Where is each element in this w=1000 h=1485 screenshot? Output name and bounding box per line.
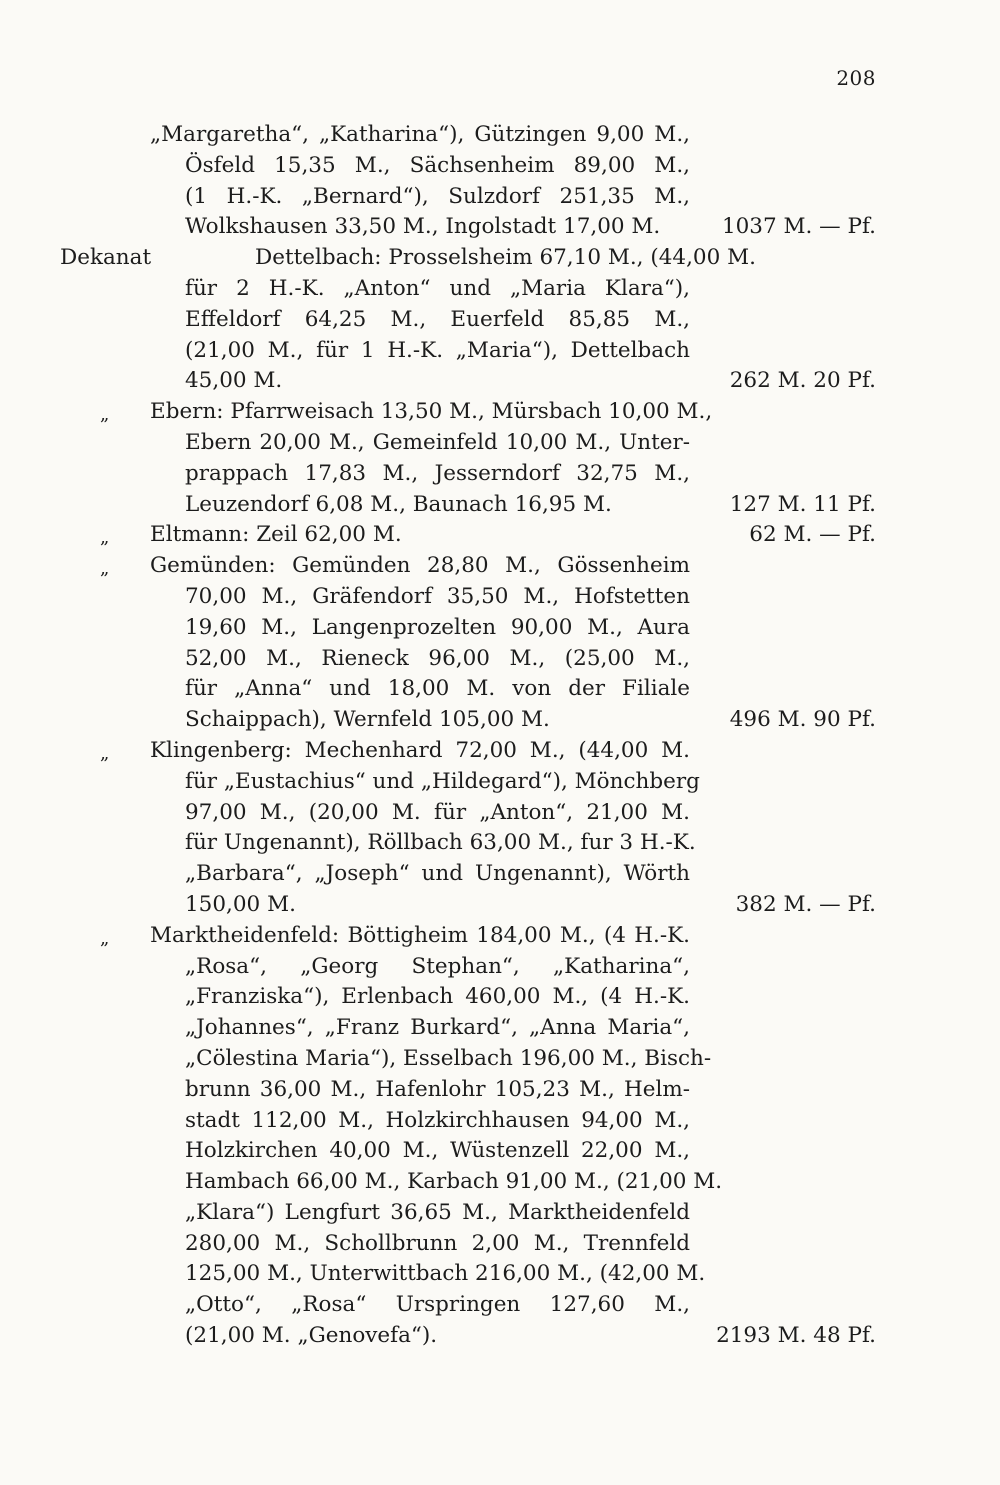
entry-text: für Ungenannt), Röllbach 63,00 M., fur 3 H.-K. — [185, 830, 696, 856]
entry-line — [0, 582, 1000, 613]
entry-text: Ebern: Pfarrweisach 13,50 M., Mürsbach 10,00 M., — [150, 399, 713, 425]
entry-line — [0, 1136, 1000, 1167]
ditto-mark: „ — [100, 404, 110, 426]
entry-text: „Klara“) Lengfurt 36,65 M., Marktheidenfeld — [185, 1199, 690, 1225]
entry-text: 97,00 M., (20,00 M. für „Anton“, 21,00 M. — [185, 799, 690, 825]
entry-text: Schaippach), Wernfeld 105,00 M. — [185, 707, 550, 733]
entry-line — [0, 859, 1000, 890]
entry-text: 125,00 M., Unterwittbach 216,00 M., (42,00 M. — [185, 1261, 706, 1287]
entry-line — [0, 151, 1000, 182]
entry-text: „Margaretha“, „Katharina“), Gützingen 9,00 M., — [150, 122, 690, 147]
entry-line — [0, 1013, 1000, 1044]
entry-line — [0, 274, 1000, 305]
entry-text: „Barbara“, „Joseph“ und Ungenannt), Wörth — [185, 861, 690, 887]
entry-line — [0, 366, 1000, 397]
entry-amount: 1037 M. — Pf. — [721, 214, 876, 240]
entry-text: Eltmann: Zeil 62,00 M. — [150, 522, 402, 548]
entry-line — [0, 1321, 1000, 1352]
entry-line — [0, 120, 1000, 151]
entry-line — [0, 1198, 1000, 1229]
entry-line — [0, 459, 1000, 490]
entry-text: „Otto“, „Rosa“ Urspringen 127,60 M., — [185, 1292, 690, 1318]
entry-line — [0, 828, 1000, 859]
ledger-entries — [0, 120, 1000, 1352]
entry-line — [0, 674, 1000, 705]
entry-line — [0, 736, 1000, 767]
entry-text: Klingenberg: Mechenhard 72,00 M., (44,00 M. — [150, 737, 690, 763]
entry-text: 19,60 M., Langenprozelten 90,00 M., Aura — [185, 614, 690, 640]
entry-text: 45,00 M. — [185, 368, 283, 394]
entry-text: Marktheidenfeld: Böttigheim 184,00 M., (4 H.-K. — [150, 922, 690, 948]
entry-text: „Johannes“, „Franz Burkard“, „Anna Maria“, — [185, 1015, 690, 1041]
entry-text: prappach 17,83 M., Jesserndorf 32,75 M., — [185, 460, 690, 486]
entry-text: für 2 H.-K. „Anton“ und „Maria Klara“), — [185, 275, 690, 301]
entry-line — [0, 798, 1000, 829]
entry-text: Ösfeld 15,35 M., Sächsenheim 89,00 M., — [185, 152, 690, 178]
entry-text: (1 H.-K. „Bernard“), Sulzdorf 251,35 M., — [185, 183, 690, 209]
entry-line — [0, 520, 1000, 551]
dekanat-label: Dekanat — [60, 245, 152, 271]
entry-text: 280,00 M., Schollbrunn 2,00 M., Trennfeld — [185, 1230, 690, 1256]
ledger-entry — [0, 520, 1000, 551]
entry-text: Leuzendorf 6,08 M., Baunach 16,95 M. — [185, 491, 612, 517]
entry-text: 70,00 M., Gräfendorf 35,50 M., Hofstetten — [185, 583, 690, 609]
entry-text: stadt 112,00 M., Holzkirchhausen 94,00 M., — [185, 1107, 690, 1133]
entry-line — [0, 305, 1000, 336]
entry-line — [0, 644, 1000, 675]
entry-line — [0, 890, 1000, 921]
entry-line — [0, 212, 1000, 243]
entry-text: Ebern 20,00 M., Gemeinfeld 10,00 M., Unter- — [185, 429, 690, 455]
entry-line — [0, 1259, 1000, 1290]
ditto-mark: „ — [100, 742, 110, 764]
entry-amount: 262 M. 20 Pf. — [729, 368, 876, 394]
entry-line — [0, 1075, 1000, 1106]
entry-text: 52,00 M., Rieneck 96,00 M., (25,00 M., — [185, 645, 690, 671]
entry-line — [0, 551, 1000, 582]
ditto-mark: „ — [100, 558, 110, 580]
entry-text: 150,00 M. — [185, 891, 296, 917]
entry-line — [0, 982, 1000, 1013]
page-number: 208 — [836, 66, 876, 90]
entry-amount: 496 M. 90 Pf. — [729, 707, 876, 733]
entry-line — [0, 1229, 1000, 1260]
entry-amount: 62 M. — Pf. — [749, 522, 876, 548]
entry-text: Dettelbach: Prosselsheim 67,10 M., (44,00 M. — [255, 245, 756, 271]
entry-text: brunn 36,00 M., Hafenlohr 105,23 M., Helm- — [185, 1076, 690, 1102]
entry-text: Gemünden: Gemünden 28,80 M., Gössenheim — [150, 553, 690, 579]
entry-line — [0, 1044, 1000, 1075]
entry-text: für „Eustachius“ und „Hildegard“), Mönchberg — [185, 768, 700, 794]
entry-line — [0, 243, 1000, 274]
ditto-mark: „ — [100, 927, 110, 949]
entry-line — [0, 952, 1000, 983]
entry-line — [0, 1106, 1000, 1137]
entry-line — [0, 613, 1000, 644]
entry-amount: 382 M. — Pf. — [735, 891, 876, 917]
entry-line — [0, 397, 1000, 428]
ledger-entry — [0, 120, 1000, 243]
entry-line — [0, 1167, 1000, 1198]
ledger-entry — [0, 243, 1000, 397]
entry-line — [0, 490, 1000, 521]
entry-line — [0, 336, 1000, 367]
entry-text: „Franziska“), Erlenbach 460,00 M., (4 H.-K. — [185, 984, 690, 1010]
entry-text: „Rosa“, „Georg Stephan“, „Katharina“, — [185, 953, 690, 979]
entry-text: Hambach 66,00 M., Karbach 91,00 M., (21,00 M. — [185, 1169, 723, 1195]
entry-text: Holzkirchen 40,00 M., Wüstenzell 22,00 M., — [185, 1138, 690, 1164]
ledger-entry — [0, 736, 1000, 921]
entry-line — [0, 182, 1000, 213]
ledger-entry — [0, 551, 1000, 736]
entry-text: (21,00 M., für 1 H.-K. „Maria“), Dettelbach — [185, 337, 690, 363]
entry-line — [0, 1290, 1000, 1321]
entry-text: für „Anna“ und 18,00 M. von der Filiale — [185, 676, 690, 702]
ledger-entry — [0, 921, 1000, 1352]
entry-text: „Cölestina Maria“), Esselbach 196,00 M., Bisch- — [185, 1045, 712, 1071]
entry-text: (21,00 M. „Genovefa“). — [185, 1323, 438, 1349]
entry-line — [0, 705, 1000, 736]
entry-text: Effeldorf 64,25 M., Euerfeld 85,85 M., — [185, 306, 690, 332]
entry-amount: 2193 M. 48 Pf. — [716, 1323, 876, 1349]
entry-text: Wolkshausen 33,50 M., Ingolstadt 17,00 M. — [185, 214, 661, 240]
ledger-entry — [0, 397, 1000, 520]
ditto-mark: „ — [100, 527, 110, 549]
entry-amount: 127 M. 11 Pf. — [729, 491, 876, 517]
entry-line — [0, 428, 1000, 459]
entry-line — [0, 767, 1000, 798]
entry-line — [0, 921, 1000, 952]
